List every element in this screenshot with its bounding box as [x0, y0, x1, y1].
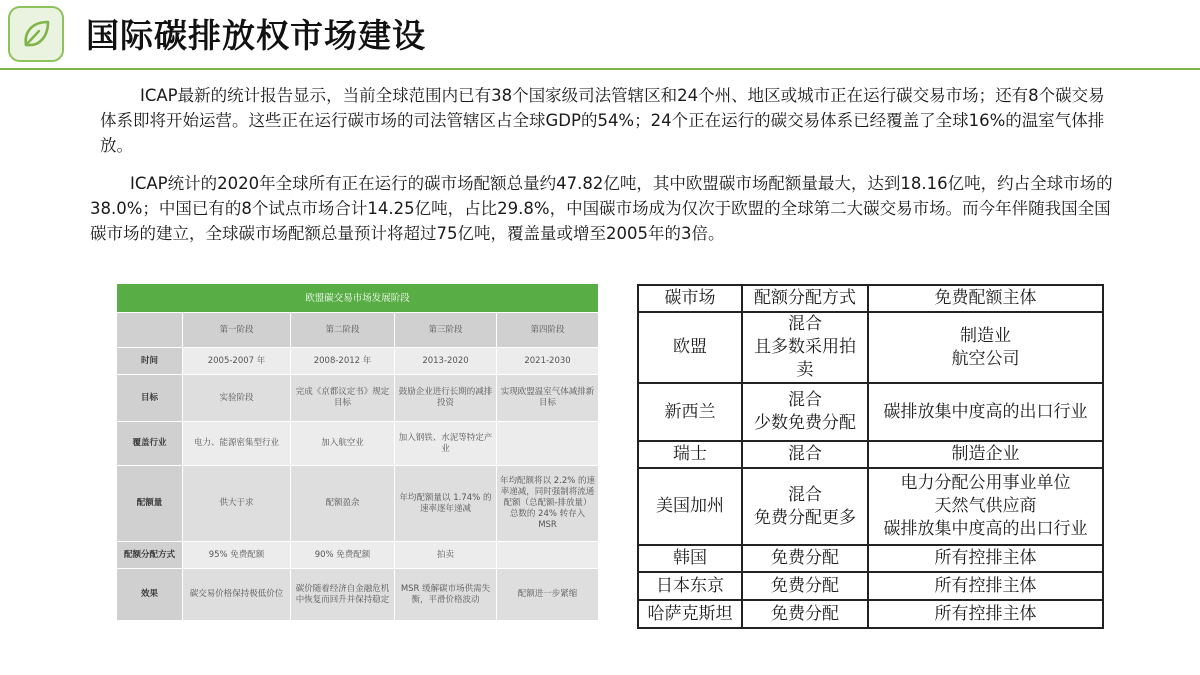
- eu-cell: 配额进一步紧缩: [497, 569, 599, 621]
- paragraph-2: [90, 171, 1120, 246]
- cm-row-switzerland: [638, 441, 1103, 468]
- eu-row-time: [117, 348, 599, 375]
- cm-method-line: 免费分配: [771, 603, 839, 624]
- paragraph-1: [100, 83, 1120, 158]
- cm-subject-cell: [868, 312, 1103, 383]
- eu-cell: 供大于求: [183, 466, 291, 542]
- cm-market-cell: 瑞士: [638, 441, 742, 468]
- cm-method-line: 混合: [788, 390, 822, 410]
- eu-row-label: 配额量: [117, 466, 183, 542]
- logo-badge: [8, 6, 64, 62]
- eu-row-goal: [117, 375, 599, 422]
- cm-row-new-zealand: [638, 383, 1103, 441]
- eu-cell: 实现欧盟温室气体减排新目标: [497, 375, 599, 422]
- cm-method-line: 免费分配: [771, 548, 839, 568]
- eu-stages-table-figure: [116, 283, 598, 626]
- cm-subject-cell: [868, 572, 1103, 600]
- cm-subject-line: 制造业: [960, 325, 1011, 346]
- cm-header-cell: 碳市场: [638, 285, 742, 312]
- cm-subject-line: 所有控排主体: [934, 603, 1037, 624]
- cm-method-cell: [742, 468, 868, 545]
- eu-cell: 2008-2012 年: [291, 348, 395, 375]
- cm-subject-cell: [868, 545, 1103, 572]
- eu-row-label: 时间: [117, 348, 183, 375]
- eu-cell: 碳交易价格保持极低价位: [183, 569, 291, 621]
- eu-cell: [497, 542, 599, 569]
- eu-cell: 碳价随着经济自金融危机中恢复而回升并保持稳定: [291, 569, 395, 621]
- cm-method-cell: [742, 572, 868, 600]
- cm-row-kazakhstan: [638, 600, 1103, 628]
- cm-method-line: 少数免费分配: [754, 413, 856, 433]
- eu-row-allocation: [117, 542, 599, 569]
- cm-subject-cell: [868, 383, 1103, 441]
- eu-header-cell: 第一阶段: [183, 313, 291, 348]
- cm-row-eu: [638, 312, 1103, 383]
- eu-stages-table: [116, 283, 599, 621]
- eu-cell: 2013-2020: [395, 348, 497, 375]
- cm-method-line: 混合: [788, 314, 822, 334]
- carbon-market-table: [637, 284, 1104, 629]
- cm-subject-line: 所有控排主体: [934, 575, 1037, 596]
- eu-cell: 年均配额将以 2.2% 的速率递减，同时强制将流通配额（总配额-排放量）总数的 24% 转存入 MSR: [497, 466, 599, 542]
- eu-cell: 95% 免费配额: [183, 542, 291, 569]
- cm-subject-cell: [868, 441, 1103, 468]
- eu-cell: 90% 免费配额: [291, 542, 395, 569]
- cm-subject-line: 碳排放集中度高的出口行业: [883, 519, 1088, 539]
- cm-subject-line: 航空公司: [951, 348, 1020, 369]
- eu-cell: 年均配额量以 1.74% 的速率逐年递减: [395, 466, 497, 542]
- eu-header-cell: 第四阶段: [497, 313, 599, 348]
- eu-header-cell: [117, 313, 183, 348]
- title-divider: [0, 68, 1200, 70]
- cm-subject-line: 电力分配公用事业单位: [900, 473, 1071, 493]
- eu-cell: [497, 422, 599, 466]
- eu-cell: MSR 缓解碳市场供需失衡，平滑价格波动: [395, 569, 497, 621]
- cm-method-cell: [742, 312, 868, 383]
- cm-subject-line: 碳排放集中度高的出口行业: [883, 401, 1088, 422]
- cm-subject-cell: [868, 468, 1103, 545]
- cm-header-cell: 配额分配方式: [742, 285, 868, 312]
- eu-cell: 2021-2030: [497, 348, 599, 375]
- eu-row-label: 覆盖行业: [117, 422, 183, 466]
- cm-market-cell: 美国加州: [638, 468, 742, 545]
- paragraph-2-text: ICAP统计的2020年全球所有正在运行的碳市场配额总量约47.82亿吨，其中欧盟碳市场配额量最大，达到18.16亿吨，约占全球市场的38.0%；中国已有的8个试点市场合计14.25亿吨，占比29.8%，中国碳市场成为仅次于欧盟的全球第二大碳交易市场。而今年伴随我国全国碳市场的建立，全球碳市场配额总量预计将超过75亿吨，覆盖量或增至2005年的3倍。: [90, 174, 1113, 243]
- cm-method-cell: [742, 383, 868, 441]
- cm-subject-line: 天然气供应商: [934, 496, 1037, 516]
- cm-row-korea: [638, 545, 1103, 572]
- eu-row-label: 目标: [117, 375, 183, 422]
- cm-row-california: [638, 468, 1103, 545]
- cm-method-cell: [742, 600, 868, 628]
- eu-header-cell: 第二阶段: [291, 313, 395, 348]
- cm-market-cell: 韩国: [638, 545, 742, 572]
- cm-subject-cell: [868, 600, 1103, 628]
- cm-header-row: [638, 285, 1103, 312]
- cm-subject-line: 所有控排主体: [934, 548, 1037, 568]
- eu-header-cell: 第三阶段: [395, 313, 497, 348]
- eu-cell: 加入航空业: [291, 422, 395, 466]
- cm-method-line: 免费分配更多: [754, 507, 856, 528]
- leaf-icon: [18, 16, 54, 52]
- eu-cell: 电力、能源密集型行业: [183, 422, 291, 466]
- eu-table-caption: 欧盟碳交易市场发展阶段: [117, 284, 599, 313]
- eu-row-label: 配额分配方式: [117, 542, 183, 569]
- cm-row-tokyo: [638, 572, 1103, 600]
- eu-cell: 实验阶段: [183, 375, 291, 422]
- eu-cell: 拍卖: [395, 542, 497, 569]
- cm-market-cell: 日本东京: [638, 572, 742, 600]
- eu-cell: 鼓励企业进行长期的减排投资: [395, 375, 497, 422]
- cm-method-line: 且多数采用拍卖: [754, 337, 856, 380]
- carbon-market-table-figure: [637, 284, 1104, 629]
- cm-method-line: 混合: [788, 444, 822, 464]
- cm-market-cell: 哈萨克斯坦: [638, 600, 742, 628]
- cm-header-cell: 免费配额主体: [868, 285, 1103, 312]
- eu-row-allowance: [117, 466, 599, 542]
- cm-method-line: 免费分配: [771, 575, 839, 596]
- eu-row-sectors: [117, 422, 599, 466]
- paragraph-1-text: ICAP最新的统计报告显示，当前全球范围内已有38个国家级司法管辖区和24个州、地区或城市正在运行碳交易市场；还有8个碳交易体系即将开始运营。这些正在运行碳市场的司法管辖区占全球GDP的54%；24个正在运行的碳交易体系已经覆盖了全球16%的温室气体排放。: [100, 86, 1105, 155]
- eu-cell: 2005-2007 年: [183, 348, 291, 375]
- eu-cell: 加入钢铁、水泥等特定产业: [395, 422, 497, 466]
- eu-cell: 完成《京都议定书》规定目标: [291, 375, 395, 422]
- cm-subject-line: 制造企业: [951, 444, 1020, 464]
- page-title: 国际碳排放权市场建设: [86, 16, 426, 55]
- cm-method-line: 混合: [788, 484, 822, 505]
- cm-method-cell: [742, 545, 868, 572]
- eu-row-effect: [117, 569, 599, 621]
- cm-market-cell: 新西兰: [638, 383, 742, 441]
- eu-cell: 配额盈余: [291, 466, 395, 542]
- eu-row-label: 效果: [117, 569, 183, 621]
- cm-market-cell: 欧盟: [638, 312, 742, 383]
- cm-method-cell: [742, 441, 868, 468]
